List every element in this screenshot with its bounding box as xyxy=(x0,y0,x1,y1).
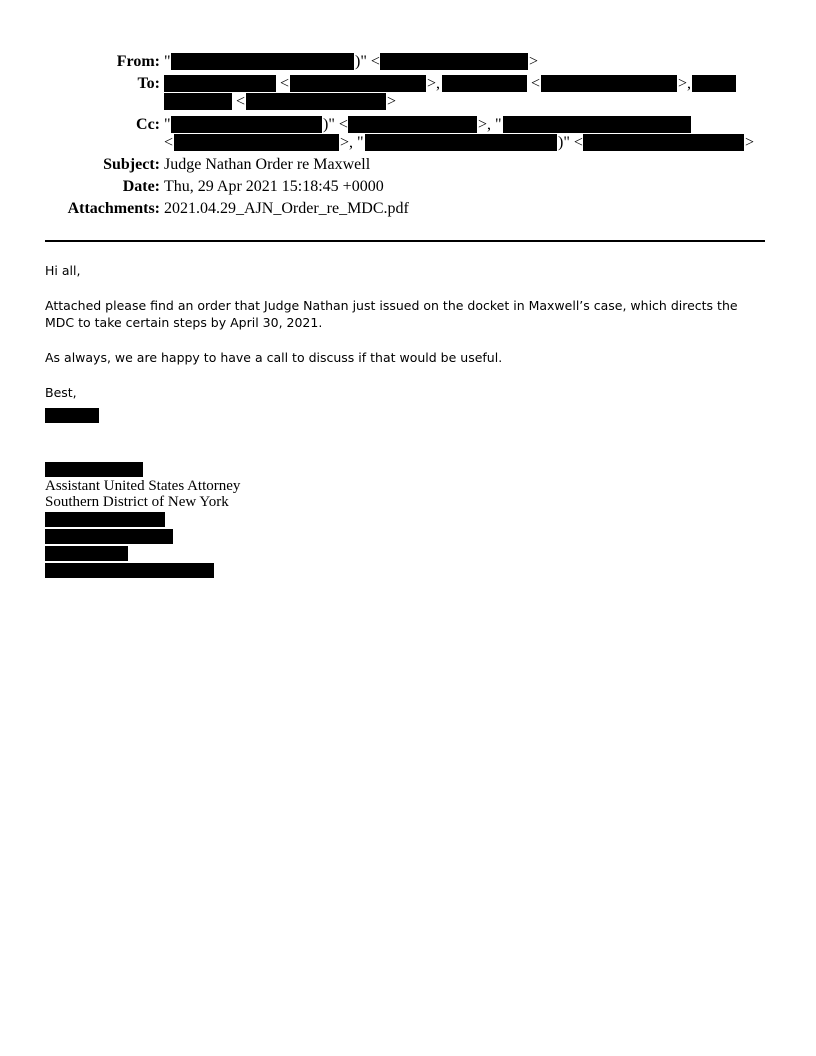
redaction-block xyxy=(583,134,744,151)
signature xyxy=(45,478,240,510)
redaction-block xyxy=(45,563,214,578)
to-row-continued: < > xyxy=(0,92,816,112)
cc-label: Cc: xyxy=(136,116,160,133)
signature-title: Assistant United States Attorney xyxy=(45,478,241,494)
closing: Best, xyxy=(45,385,77,400)
redaction-block xyxy=(45,529,173,544)
redaction-block xyxy=(174,134,339,151)
date-value: Thu, 29 Apr 2021 15:18:45 +0000 xyxy=(164,178,384,195)
redaction-block xyxy=(290,75,426,92)
from-label: From: xyxy=(116,53,160,70)
from-row: From: " )" < > xyxy=(0,52,816,72)
subject-label: Subject: xyxy=(103,156,160,173)
redaction-block xyxy=(541,75,677,92)
to-label: To: xyxy=(137,75,160,92)
redaction-block xyxy=(380,53,528,70)
date-label: Date: xyxy=(122,178,160,195)
redaction-block xyxy=(171,53,354,70)
attachments-row xyxy=(0,199,816,219)
redaction-block xyxy=(45,546,128,561)
subject-value: Judge Nathan Order re Maxwell xyxy=(164,156,371,173)
subject-row xyxy=(0,155,816,175)
redaction-block xyxy=(503,116,691,133)
attachments-label: Attachments: xyxy=(67,200,160,217)
redaction-block xyxy=(246,93,386,110)
email-body xyxy=(45,262,765,401)
attachment-filename[interactable]: 2021.04.29_AJN_Order_re_MDC.pdf xyxy=(164,200,409,217)
date-row xyxy=(0,177,816,197)
body-paragraph: Attached please find an order that Judge Nathan just issued on the docket in Maxwell’s case, which directs the MDC to take certain steps by April 30, 2021. xyxy=(45,298,738,330)
header-divider xyxy=(45,240,765,242)
cc-row: Cc: " )" < >, " xyxy=(0,115,816,135)
redaction-block xyxy=(442,75,527,92)
redaction-block xyxy=(171,116,322,133)
redaction-block xyxy=(692,75,736,92)
signature-office: Southern District of New York xyxy=(45,494,229,510)
redaction-block xyxy=(45,512,165,527)
body-paragraph: As always, we are happy to have a call to discuss if that would be useful. xyxy=(45,350,503,365)
redaction-block xyxy=(365,134,557,151)
redaction-block xyxy=(164,93,232,110)
redaction-block xyxy=(164,75,276,92)
redaction-block xyxy=(348,116,477,133)
to-row: To: < >, < >, xyxy=(0,74,816,94)
cc-row-continued: < >, " )" < > xyxy=(164,134,755,151)
redaction-block xyxy=(45,462,143,477)
redaction-block xyxy=(45,408,99,423)
greeting: Hi all, xyxy=(45,263,81,278)
